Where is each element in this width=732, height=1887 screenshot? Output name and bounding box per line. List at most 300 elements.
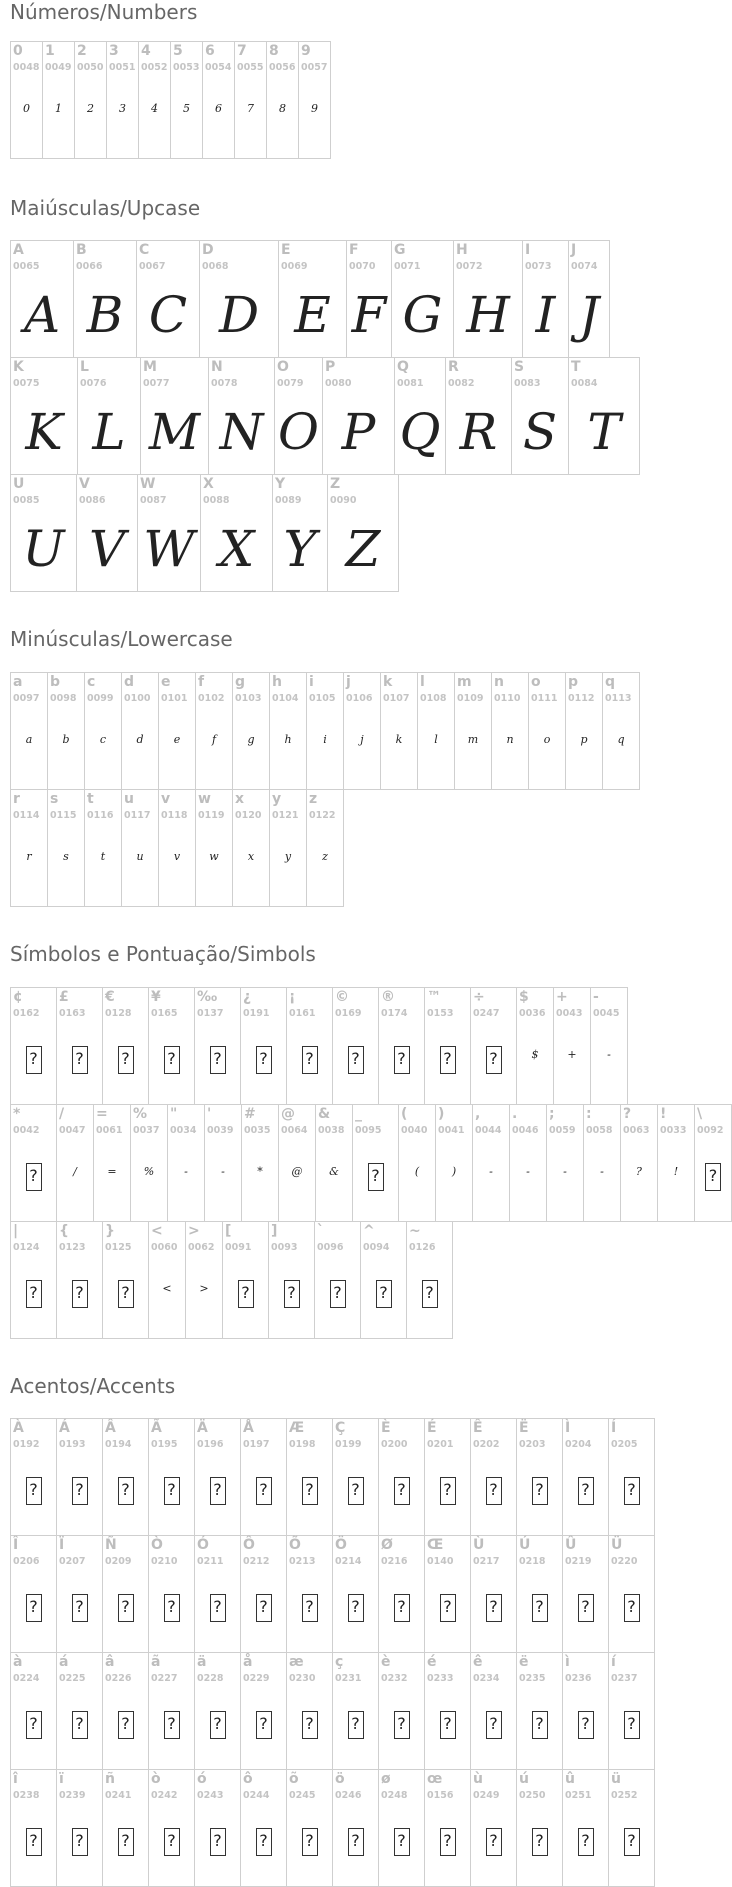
glyph-char-label: K [13,359,24,375]
symbols-row [10,1104,731,1222]
glyph-char-label: € [105,989,115,1005]
glyph-sample: i [323,733,327,746]
glyph-char-label: Á [59,1420,70,1436]
glyph-char-label: Ø [381,1537,393,1553]
glyph-cell [516,1535,563,1653]
glyph-char-label: Y [275,476,286,492]
glyph-code: 0083 [514,378,541,389]
glyph-char-label: m [457,674,472,690]
glyph-cell [378,1418,425,1536]
glyph-sample: j [360,733,364,746]
glyph-code: 0093 [271,1242,298,1253]
glyph-char-label: Ç [335,1420,346,1436]
glyph-code: 0214 [335,1556,362,1567]
glyph-code: 0079 [277,378,304,389]
glyph-char-label: g [235,674,246,690]
glyph-code: 0104 [272,693,299,704]
glyph-char-label: Ã [151,1420,162,1436]
glyph-sample: 1 [55,102,62,115]
glyph-cell [378,1535,425,1653]
glyph-char-label: c [87,674,96,690]
glyph-code: 0114 [13,810,40,821]
glyph-sample: N [219,403,264,461]
glyph-cell [424,987,471,1105]
glyph-code: 0234 [473,1673,500,1684]
glyph-cell [453,240,523,358]
glyph-sample: / [73,1165,77,1178]
missing-glyph-icon: ? [103,1828,148,1856]
glyph-char-label: ç [335,1654,344,1670]
glyph-sample: L [92,403,126,461]
glyph-sample: z [322,850,328,863]
glyph-char-label: " [170,1106,178,1122]
glyph-char-label: Ê [473,1420,483,1436]
glyph-cell [378,1769,425,1887]
missing-glyph-icon: ? [195,1711,240,1739]
glyph-sample: ( [414,1165,420,1178]
glyph-cell [47,672,85,790]
glyph-cell [199,240,279,358]
glyph-cell [194,1652,241,1770]
missing-glyph-icon: ? [57,1046,102,1074]
glyph-sample: 5 [183,102,190,115]
glyph-code: 0235 [519,1673,546,1684]
glyph-code: 0103 [235,693,262,704]
glyph-sample: * [257,1165,263,1178]
glyph-sample: ? [636,1165,642,1178]
glyph-code: 0067 [139,261,166,272]
glyph-code: 0126 [409,1242,436,1253]
glyph-char-label: . [512,1106,518,1122]
glyph-char-label: { [59,1223,69,1239]
glyph-char-label: Ó [197,1537,209,1553]
glyph-cell [268,1221,315,1339]
glyph-char-label: ì [565,1654,570,1670]
missing-glyph-icon: ? [103,1046,148,1074]
glyph-code: 0033 [660,1125,687,1136]
glyph-char-label: ¡ [289,989,296,1005]
glyph-cell [76,474,138,592]
glyph-code: 0036 [519,1008,546,1019]
glyph-char-label: ¿ [243,989,252,1005]
glyph-code: 0115 [50,810,77,821]
glyph-code: 0092 [697,1125,724,1136]
glyph-sample: x [247,850,255,863]
glyph-char-label: ) [438,1106,445,1122]
glyph-char-label: < [151,1223,163,1239]
glyph-code: 0233 [427,1673,454,1684]
glyph-sample: C [148,286,188,344]
accents-title: Acentos/Accents [10,1374,176,1398]
glyph-char-label: q [605,674,616,690]
missing-glyph-icon: ? [11,1046,56,1074]
glyph-code: 0065 [13,261,40,272]
glyph-code: 0248 [381,1790,408,1801]
glyph-cell [380,672,418,790]
glyph-cell [286,1652,333,1770]
missing-glyph-icon: ? [471,1046,516,1074]
glyph-cell [232,789,270,907]
glyph-cell [424,1652,471,1770]
glyph-code: 0061 [96,1125,123,1136]
glyph-cell [10,474,77,592]
missing-glyph-icon: ? [11,1280,56,1308]
glyph-code: 0063 [623,1125,650,1136]
glyph-char-label: C [139,242,150,258]
glyph-cell [286,1535,333,1653]
missing-glyph-icon: ? [563,1828,608,1856]
glyph-sample: d [136,733,144,746]
symbols-row [10,987,627,1105]
glyph-char-label: ö [335,1771,345,1787]
missing-glyph-icon: ? [287,1828,332,1856]
missing-glyph-icon: ? [241,1594,286,1622]
glyph-code: 0088 [203,495,230,506]
glyph-cell [195,672,233,790]
glyph-code: 0249 [473,1790,500,1801]
glyph-code: 0198 [289,1439,316,1450]
glyph-char-label: ! [660,1106,667,1122]
glyph-cell [148,1418,195,1536]
glyph-code: 0224 [13,1673,40,1684]
glyph-code: 0110 [494,693,521,704]
glyph-cell [470,1535,517,1653]
glyph-char-label: 5 [173,43,183,59]
glyph-cell [106,41,139,159]
glyph-code: 0213 [289,1556,316,1567]
glyph-cell [332,1652,379,1770]
glyph-sample: T [587,403,621,461]
glyph-char-label: Ä [197,1420,208,1436]
glyph-sample: g [247,733,255,746]
glyph-sample: t [100,850,106,863]
glyph-code: 0195 [151,1439,178,1450]
glyph-code: 0192 [13,1439,40,1450]
glyph-char-label: r [13,791,20,807]
glyph-char-label: ò [151,1771,161,1787]
missing-glyph-icon: ? [379,1594,424,1622]
glyph-char-label: Ô [243,1537,255,1553]
glyph-char-label: h [272,674,282,690]
glyph-sample: @ [291,1165,303,1178]
glyph-cell [417,672,455,790]
glyph-sample: y [284,850,292,863]
glyph-code: 0037 [133,1125,160,1136]
glyph-code: 0090 [330,495,357,506]
glyph-cell [158,672,196,790]
missing-glyph-icon: ? [103,1477,148,1505]
glyph-code: 0165 [151,1008,178,1019]
missing-glyph-icon: ? [11,1711,56,1739]
glyph-char-label: 2 [77,43,87,59]
glyph-char-label: J [571,242,577,258]
glyph-cell [240,1418,287,1536]
glyph-char-label: y [272,791,282,807]
glyph-sample: - [526,1165,530,1178]
glyph-code: 0196 [197,1439,224,1450]
missing-glyph-icon: ? [471,1477,516,1505]
glyph-cell [102,1769,149,1887]
glyph-cell [327,474,399,592]
glyph-char-label: 7 [237,43,247,59]
glyph-code: 0243 [197,1790,224,1801]
glyph-char-label: A [13,242,24,258]
glyph-char-label: è [381,1654,391,1670]
glyph-code: 0202 [473,1439,500,1450]
glyph-char-label: Ï [59,1537,65,1553]
glyph-code: 0096 [317,1242,344,1253]
glyph-cell [56,1535,103,1653]
glyph-char-label: % [133,1106,148,1122]
glyph-code: 0069 [281,261,308,272]
glyph-sample: O [278,403,319,461]
glyph-char-label: ù [473,1771,483,1787]
glyph-char-label: W [140,476,156,492]
glyph-sample: S [522,403,558,461]
glyph-char-label: £ [59,989,69,1005]
missing-glyph-icon: ? [563,1477,608,1505]
symbols-title: Símbolos e Pontuação/Simbols [10,942,316,966]
glyph-sample: n [506,733,514,746]
glyph-code: 0218 [519,1556,546,1567]
glyph-code: 0247 [473,1008,500,1019]
accents-row [10,1652,654,1770]
glyph-sample: s [63,850,69,863]
upcase-row [10,474,398,592]
glyph-cell [608,1535,655,1653]
missing-glyph-icon: ? [333,1594,378,1622]
upcase-row [10,240,609,358]
glyph-cell [608,1769,655,1887]
glyph-char-label: ê [473,1654,483,1670]
glyph-char-label: 8 [269,43,279,59]
glyph-sample: F [351,286,387,344]
upcase-title: Maiúsculas/Upcase [10,196,201,220]
glyph-cell [322,357,395,475]
glyph-char-label: ™ [427,989,441,1005]
glyph-cell [590,987,628,1105]
glyph-char-label: B [76,242,87,258]
glyph-code: 0203 [519,1439,546,1450]
glyph-char-label: l [420,674,425,690]
missing-glyph-icon: ? [195,1594,240,1622]
glyph-code: 0219 [565,1556,592,1567]
glyph-cell [10,1418,57,1536]
glyph-cell [562,1769,609,1887]
glyph-sample: 2 [87,102,94,115]
glyph-code: 0112 [568,693,595,704]
glyph-char-label: æ [289,1654,304,1670]
glyph-cell [56,1104,94,1222]
accents-row [10,1535,654,1653]
glyph-sample: - [600,1165,604,1178]
glyph-code: 0244 [243,1790,270,1801]
glyph-char-label: É [427,1420,437,1436]
glyph-sample: < [162,1282,172,1295]
glyph-char-label: Å [243,1420,254,1436]
glyph-char-label: é [427,1654,437,1670]
glyph-sample: R [459,403,498,461]
glyph-char-label: [ [225,1223,232,1239]
glyph-code: 0174 [381,1008,408,1019]
glyph-code: 0053 [173,62,200,73]
glyph-char-label: E [281,242,291,258]
glyph-char-label: > [188,1223,200,1239]
glyph-char-label: ô [243,1771,253,1787]
glyph-char-label: Í [611,1420,617,1436]
glyph-code: 0060 [151,1242,178,1253]
glyph-char-label: Ú [519,1537,531,1553]
glyph-char-label: À [13,1420,24,1436]
glyph-cell [406,1221,453,1339]
glyph-code: 0156 [427,1790,454,1801]
glyph-char-label: R [448,359,459,375]
glyph-char-label: Ö [335,1537,347,1553]
numbers-title: Números/Numbers [10,0,198,24]
glyph-sample: w [209,850,219,863]
glyph-char-label: ` [317,1223,324,1239]
glyph-sample: a [25,733,33,746]
glyph-code: 0119 [198,810,225,821]
glyph-char-label: õ [289,1771,299,1787]
glyph-cell [470,987,517,1105]
glyph-code: 0066 [76,261,103,272]
glyph-code: 0206 [13,1556,40,1567]
missing-glyph-icon: ? [241,1711,286,1739]
glyph-char-label: / [59,1106,65,1122]
glyph-cell [562,1418,609,1536]
missing-glyph-icon: ? [315,1280,360,1308]
glyph-cell [240,1652,287,1770]
glyph-code: 0074 [571,261,598,272]
glyph-code: 0108 [420,693,447,704]
missing-glyph-icon: ? [11,1163,56,1191]
missing-glyph-icon: ? [517,1828,562,1856]
glyph-sample: 7 [247,102,254,115]
glyph-char-label: } [105,1223,115,1239]
glyph-char-label: å [243,1654,253,1670]
glyph-char-label: ü [611,1771,621,1787]
missing-glyph-icon: ? [379,1046,424,1074]
glyph-char-label: x [235,791,245,807]
glyph-cell [222,1221,269,1339]
numbers-row [10,41,330,159]
glyph-cell [137,474,201,592]
glyph-cell [93,1104,131,1222]
glyph-code: 0105 [309,693,336,704]
glyph-char-label: ^ [363,1223,375,1239]
glyph-code: 0089 [275,495,302,506]
glyph-code: 0062 [188,1242,215,1253]
glyph-char-label: ä [197,1654,207,1670]
glyph-char-label: = [96,1106,108,1122]
missing-glyph-icon: ? [287,1594,332,1622]
glyph-cell [298,41,331,159]
glyph-code: 0162 [13,1008,40,1019]
glyph-code: 0137 [197,1008,224,1019]
glyph-code: 0070 [349,261,376,272]
glyph-code: 0250 [519,1790,546,1801]
glyph-code: 0040 [401,1125,428,1136]
glyph-cell [204,1104,242,1222]
glyph-char-label: i [309,674,314,690]
glyph-cell [424,1769,471,1887]
glyph-char-label: X [203,476,214,492]
glyph-code: 0211 [197,1556,224,1567]
glyph-code: 0122 [309,810,336,821]
glyph-cell [516,1652,563,1770]
glyph-cell [77,357,141,475]
glyph-cell [424,1418,471,1536]
glyph-code: 0191 [243,1008,270,1019]
glyph-cell [332,1418,379,1536]
glyph-char-label: ú [519,1771,529,1787]
glyph-sample: - [607,1048,611,1061]
glyph-code: 0201 [427,1439,454,1450]
glyph-sample: 0 [23,102,30,115]
glyph-char-label: ó [197,1771,207,1787]
glyph-cell [74,41,107,159]
glyph-cell [234,41,267,159]
missing-glyph-icon: ? [333,1828,378,1856]
glyph-code: 0042 [13,1125,40,1136]
glyph-code: 0039 [207,1125,234,1136]
glyph-char-label: ( [401,1106,408,1122]
glyph-char-label: ë [519,1654,529,1670]
missing-glyph-icon: ? [425,1046,470,1074]
missing-glyph-icon: ? [563,1711,608,1739]
glyph-char-label: 3 [109,43,119,59]
glyph-code: 0044 [475,1125,502,1136]
glyph-char-label: \ [697,1106,703,1122]
glyph-code: 0047 [59,1125,86,1136]
glyph-cell [274,357,323,475]
missing-glyph-icon: ? [517,1477,562,1505]
glyph-cell [306,672,344,790]
glyph-cell [343,672,381,790]
glyph-sample: c [99,733,107,746]
glyph-sample: o [543,733,551,746]
glyph-code: 0045 [593,1008,620,1019]
glyph-cell [286,987,333,1105]
glyph-char-label: k [383,674,393,690]
glyph-code: 0071 [394,261,421,272]
glyph-cell [240,987,287,1105]
glyph-cell [269,789,307,907]
glyph-code: 0099 [87,693,114,704]
glyph-cell [306,789,344,907]
glyph-char-label: t [87,791,94,807]
glyph-cell [73,240,137,358]
glyph-char-label: d [124,674,135,690]
glyph-char-label: È [381,1420,391,1436]
glyph-char-label: ] [271,1223,278,1239]
missing-glyph-icon: ? [195,1828,240,1856]
missing-glyph-icon: ? [471,1711,516,1739]
glyph-sample: ) [451,1165,457,1178]
glyph-char-label: S [514,359,525,375]
missing-glyph-icon: ? [149,1594,194,1622]
glyph-char-label: 6 [205,43,215,59]
glyph-cell [102,1652,149,1770]
missing-glyph-icon: ? [241,1477,286,1505]
glyph-cell [266,41,299,159]
glyph-cell [195,789,233,907]
glyph-char-label: + [556,989,568,1005]
glyph-code: 0035 [244,1125,271,1136]
glyph-char-label: Q [397,359,409,375]
glyph-sample: ! [673,1165,679,1178]
